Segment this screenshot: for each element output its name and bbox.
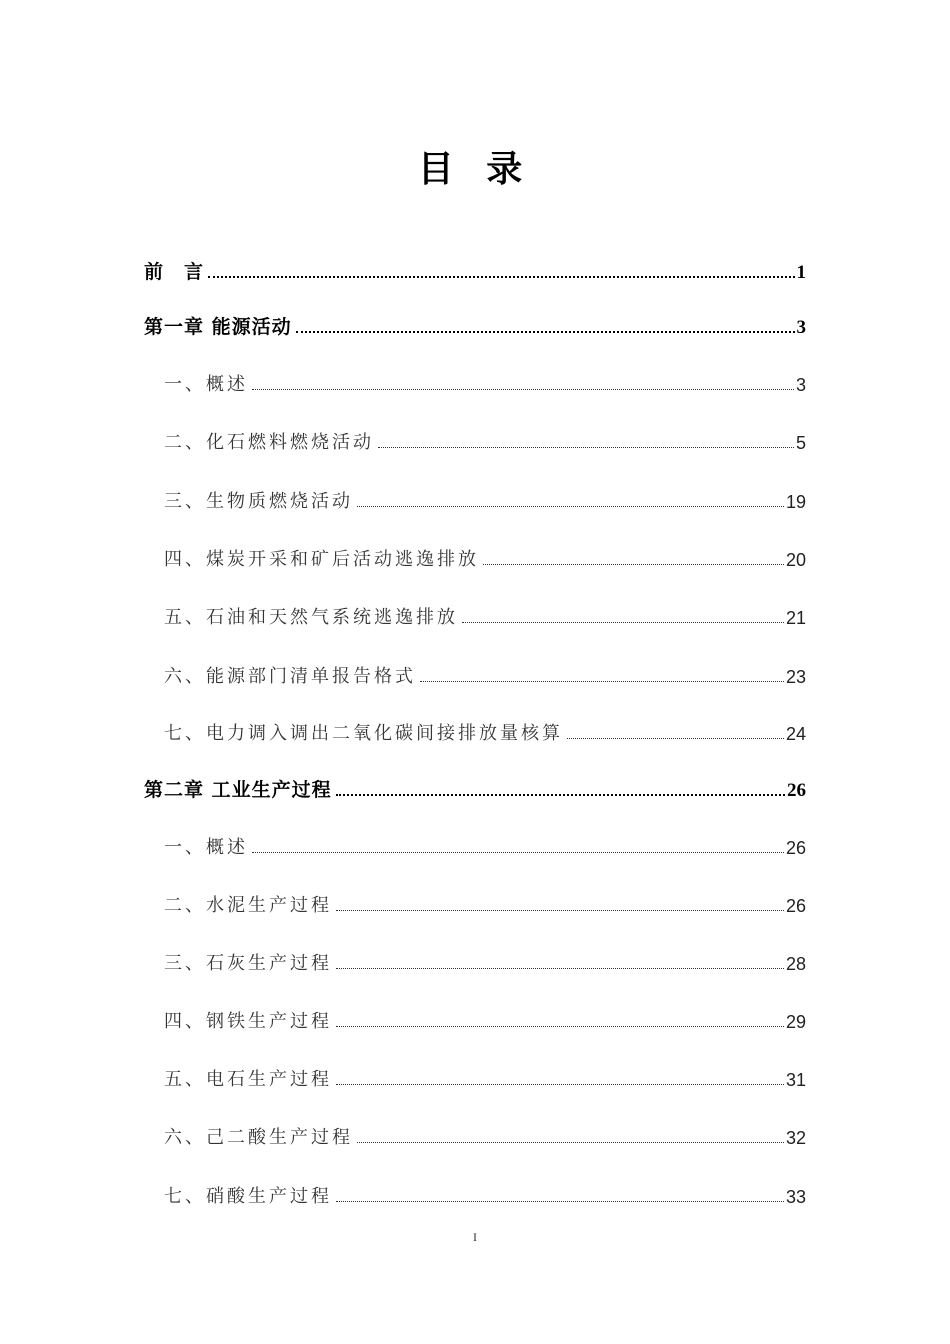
toc-entry-label: 第二章 工业生产过程 [144,779,332,801]
toc-entry-label: 二、化石燃料燃烧活动 [164,432,374,453]
toc-entry-label: 五、电石生产过程 [164,1069,332,1090]
dot-leader [567,738,784,739]
toc-entry-label: 三、石灰生产过程 [164,953,332,974]
toc-entry[interactable] [164,717,806,745]
toc-entry[interactable] [164,947,806,975]
toc-entry-label: 七、电力调入调出二氧化碳间接排放量核算 [164,723,563,744]
dot-leader [420,681,784,682]
toc-entry-page: 1 [796,262,806,283]
toc-entry-label: 七、硝酸生产过程 [164,1186,332,1207]
dot-leader [208,276,794,278]
toc-entry-page: 19 [785,492,806,512]
toc-entry-page: 26 [785,896,806,916]
toc-entry-page: 3 [795,375,806,395]
toc-entry[interactable] [164,601,806,629]
dot-leader [336,910,784,911]
dot-leader [357,1142,784,1143]
dot-leader [252,852,784,853]
toc-entry-page: 3 [796,317,806,338]
toc-entry-page: 24 [785,724,806,744]
toc-entry[interactable] [164,1063,806,1091]
toc-entry-page: 21 [785,608,806,628]
toc-entry-page: 31 [785,1070,806,1090]
dot-leader [483,564,784,565]
dot-leader [336,794,785,796]
toc-entry[interactable] [164,1121,806,1149]
toc-entry-label: 二、水泥生产过程 [164,895,332,916]
dot-leader [336,968,784,969]
toc-entry[interactable] [144,774,806,802]
toc-entry[interactable] [164,889,806,917]
toc-entry[interactable] [164,831,806,859]
dot-leader [378,447,794,448]
toc-entry-page: 20 [785,550,806,570]
dot-leader [357,506,784,507]
toc-entry-page: 26 [787,780,806,801]
dot-leader [336,1084,784,1085]
toc-entry-label: 五、石油和天然气系统逃逸排放 [164,607,458,628]
dot-leader [336,1026,784,1027]
dot-leader [252,389,794,390]
toc-title: 目 录 [417,149,533,190]
toc-entry-label: 四、煤炭开采和矿后活动逃逸排放 [164,549,479,570]
dot-leader [462,622,784,623]
toc-entry-page: 33 [785,1187,806,1207]
dot-leader [336,1201,784,1202]
toc-entry-label: 六、能源部门清单报告格式 [164,666,416,687]
toc-entry-page: 28 [785,954,806,974]
toc-entry[interactable] [164,485,806,513]
toc-entry-label: 六、己二酸生产过程 [164,1127,353,1148]
toc-entry-page: 5 [795,433,806,453]
toc-entry[interactable] [144,311,806,339]
toc-entry-label: 一、概述 [164,837,248,858]
dot-leader [296,331,795,333]
toc-entry[interactable] [164,426,806,454]
toc-entry-page: 32 [785,1128,806,1148]
toc-entry-label: 第一章 能源活动 [144,316,292,338]
toc-entry-label: 前 言 [144,261,205,283]
toc-entry[interactable] [164,1005,806,1033]
toc-entry-page: 29 [785,1012,806,1032]
page-number: I [473,1230,477,1244]
toc-entry-label: 三、生物质燃烧活动 [164,491,353,512]
toc-entry-page: 23 [785,667,806,687]
toc-entry-label: 四、钢铁生产过程 [164,1011,332,1032]
toc-entry-label: 一、概述 [164,374,248,395]
toc-entry[interactable] [164,660,806,688]
toc-entry-page: 26 [785,838,806,858]
toc-entry[interactable] [164,543,806,571]
toc-entry[interactable] [164,368,806,396]
toc-entry[interactable] [164,1180,806,1208]
toc-entry[interactable] [144,256,806,284]
